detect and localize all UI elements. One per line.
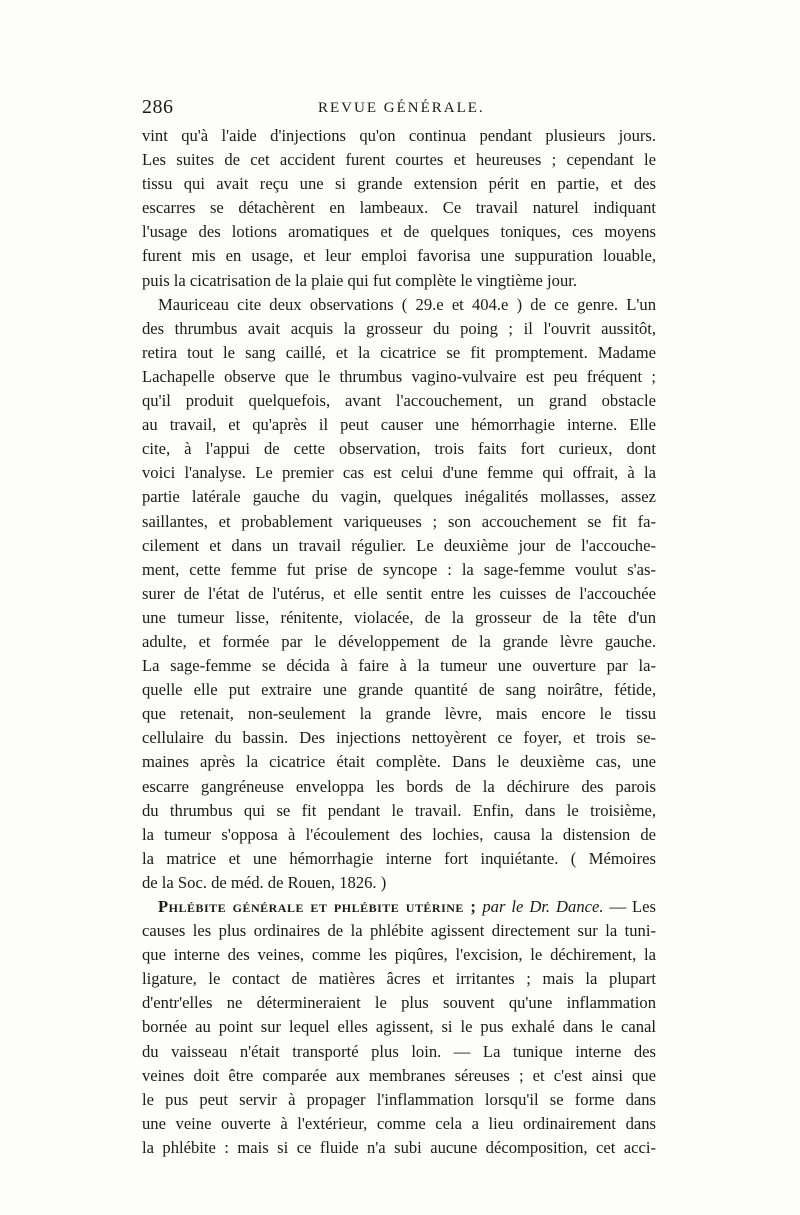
text-line: maines après la cicatrice était complète. Dans le deuxième cas, une bbox=[142, 752, 656, 772]
text-line: tissu qui avait reçu une si grande extension périt en partie, et des bbox=[142, 174, 656, 194]
text-line: furent mis en usage, et leur emploi favorisa une suppuration louable, bbox=[142, 246, 656, 266]
section-text-line: ligature, le contact de matières âcres et irritantes ; mais la plupart bbox=[142, 969, 656, 989]
text-line: Mauriceau cite deux observations ( 29.e et 404.e ) de ce genre. L'un bbox=[158, 294, 656, 314]
text-line: Lachapelle observe que le thrumbus vagino-vulvaire est peu fréquent ; bbox=[142, 366, 656, 386]
text-line: cite, à l'appui de cette observation, trois faits fort curieux, dont bbox=[142, 439, 656, 459]
body-text bbox=[142, 124, 656, 1160]
page-number: 286 bbox=[142, 96, 174, 118]
section-heading: Phlébite générale et phlébite utérine ; bbox=[158, 897, 477, 916]
text-line: de la Soc. de méd. de Rouen, 1826. ) bbox=[142, 872, 387, 892]
text-line: des thrumbus avait acquis la grosseur du poing ; il l'ouvrit aussitôt, bbox=[142, 318, 656, 338]
text-line: cilement et dans un travail régulier. Le deuxième jour de l'accouche- bbox=[142, 535, 656, 555]
text-line: surer de l'état de l'utérus, et elle sentit entre les cuisses de l'accouchée bbox=[142, 583, 656, 603]
section-text-line: veines doit être comparée aux membranes séreuses ; et c'est ainsi que bbox=[142, 1065, 656, 1085]
text-line: la matrice et une hémorrhagie interne fort inquiétante. ( Mémoires bbox=[142, 848, 656, 868]
section-first-line bbox=[142, 895, 656, 919]
section-text-line: que interne des veines, comme les piqûres, l'excision, le déchirement, la bbox=[142, 945, 656, 965]
text-line: Les suites de cet accident furent courtes et heureuses ; cependant le bbox=[142, 150, 656, 170]
text-line: escarre gangréneuse enveloppa les bords de la déchirure des parois bbox=[142, 776, 656, 796]
text-line: du thrumbus qui se fit pendant le travail. Enfin, dans le troisième, bbox=[142, 800, 656, 820]
text-line: puis la cicatrisation de la plaie qui fut complète le vingtième jour. bbox=[142, 270, 577, 290]
text-line: La sage-femme se décida à faire à la tumeur une ouverture par la- bbox=[142, 656, 656, 676]
text-line: partie latérale gauche du vagin, quelques inégalités mollasses, assez bbox=[142, 487, 656, 507]
section-byline: par le Dr. Dance. bbox=[482, 897, 604, 916]
text-line: une tumeur lisse, rénitente, violacée, de la grosseur de la tête d'un bbox=[142, 607, 656, 627]
section-text-line: la phlébite : mais si ce fluide n'a subi aucune décomposition, cet acci- bbox=[142, 1137, 656, 1157]
text-line: que retenait, non-seulement la grande lèvre, mais encore le tissu bbox=[142, 704, 656, 724]
text-line: qu'il produit quelquefois, avant l'accouchement, un grand obstacle bbox=[142, 391, 656, 411]
section-text-line: d'entr'elles ne détermineraient le plus souvent qu'une inflammation bbox=[142, 993, 656, 1013]
text-line: saillantes, et probablement variqueuses ; son accouchement se fit fa- bbox=[142, 511, 656, 531]
text-line: cellulaire du bassin. Des injections nettoyèrent ce foyer, et trois se- bbox=[142, 728, 656, 748]
text-line: vint qu'à l'aide d'injections qu'on continua pendant plusieurs jours. bbox=[142, 126, 656, 145]
section-text-line: une veine ouverte à l'extérieur, comme cela a lieu ordinairement dans bbox=[142, 1113, 656, 1133]
text-line: l'usage des lotions aromatiques et de quelques toniques, ces moyens bbox=[142, 222, 656, 242]
journal-title: REVUE GÉNÉRALE. bbox=[318, 100, 485, 116]
text-line: quelle elle put extraire une grande quantité de sang noirâtre, fétide, bbox=[142, 680, 656, 700]
text-line: retira tout le sang caillé, et la cicatrice se fit promptement. Madame bbox=[142, 342, 656, 362]
text-line: escarres se détachèrent en lambeaux. Ce travail naturel indiquant bbox=[142, 198, 656, 218]
section-text-line: le pus peut servir à propager l'inflammation lorsqu'il se forme dans bbox=[142, 1089, 656, 1109]
text-line: au travail, et qu'après il peut causer une hémorrhagie interne. Elle bbox=[142, 415, 656, 435]
section-text-line: causes les plus ordinaires de la phlébite agissent directement sur la tuni- bbox=[142, 921, 656, 941]
text-line: adulte, et formée par le développement de la grande lèvre gauche. bbox=[142, 631, 656, 651]
text-line: voici l'analyse. Le premier cas est celui d'une femme qui offrait, à la bbox=[142, 463, 656, 483]
section-first-line-rest: — Les bbox=[609, 897, 656, 916]
section-text-line: du vaisseau n'était transporté plus loin. — La tunique interne des bbox=[142, 1041, 656, 1061]
text-line: la tumeur s'opposa à l'écoulement des lochies, causa la distension de bbox=[142, 824, 656, 844]
running-head bbox=[142, 96, 662, 122]
text-line: ment, cette femme fut prise de syncope : la sage-femme voulut s'as- bbox=[142, 559, 656, 579]
section-text-line: bornée au point sur lequel elles agissent, si le pus exhalé dans le canal bbox=[142, 1017, 656, 1037]
